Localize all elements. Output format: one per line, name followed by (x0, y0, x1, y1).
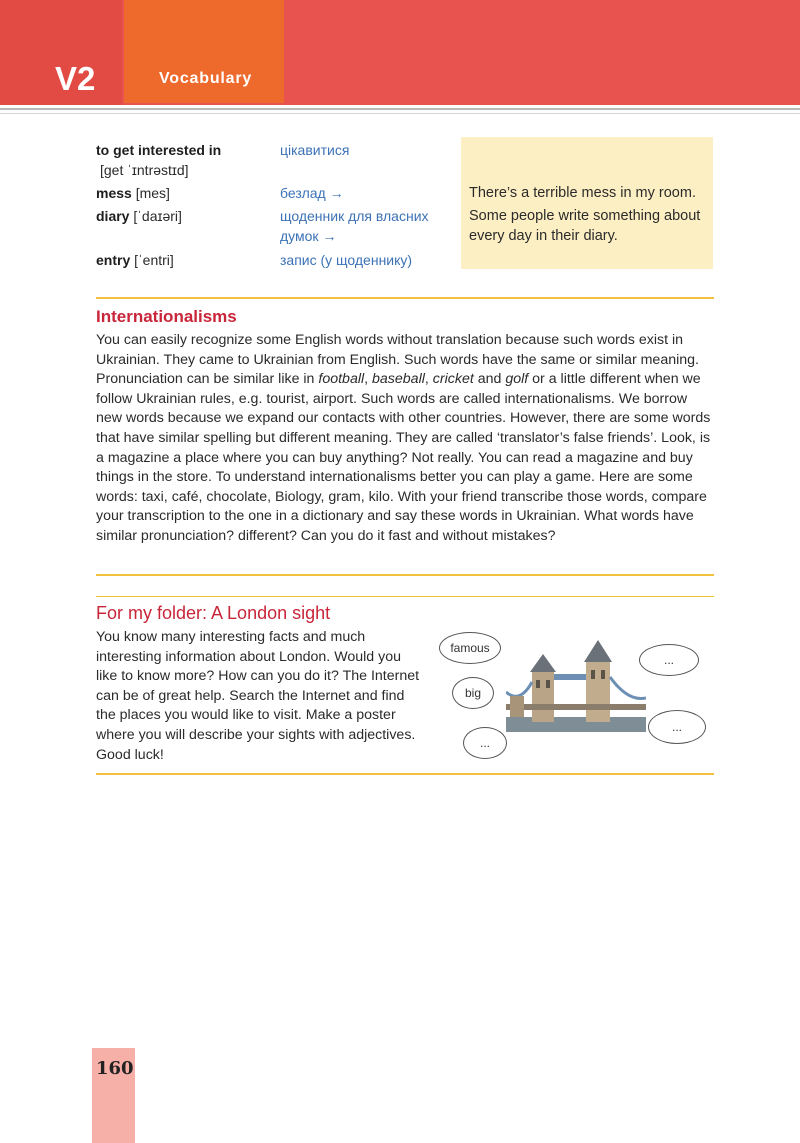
example-sentence: Some people write something about every day in their diary. (469, 208, 701, 244)
word-bubble: ... (639, 644, 699, 676)
page-number: 160 (96, 1058, 134, 1079)
section-label: Vocabulary (159, 70, 253, 87)
word-bubble: ... (648, 710, 706, 744)
transcription: [get ˈɪntrəstɪd] (100, 162, 189, 178)
word-bubble: big (452, 677, 494, 709)
paragraph-text: or a little different when we follow Ukrainian rules, e.g. tourist, airport. Such words are called internationalisms. We borrow new words because we expand our contacts with other countries. However, there are some words that have similar spelling but different meaning. They are called ‘translator’s false friends’. Look, is a magazine a place where you can buy anything? Not really. You can read a magazine and buy things in the store. To understand internationalisms better you can play a game. Here are some words: taxi, café, chocolate, Biology, gram, kilo. With your friend transcribe those words, compare your transcription to the one in a dictionary and say these words in Ukrainian. What words have similar pronunciation? different? Can you do it fast and without mistakes? (96, 371, 711, 544)
example-word: football (318, 371, 365, 388)
section-rule (96, 773, 714, 775)
vocab-term (96, 250, 174, 270)
transcription: [ˈdaɪəri] (133, 208, 182, 224)
example-box (461, 137, 713, 269)
word-bubble: famous (439, 632, 501, 664)
example-word: baseball (372, 371, 425, 388)
vocab-translation: запис (у щоденнику) (280, 252, 413, 268)
vocab-term (96, 140, 221, 160)
folder-text: You know many interesting facts and much interesting information about London. Would you like to know more? How can you do it? The Internet can be of great help. Search the Internet and find the places you would like to visit. Make a poster where you will describe your sights with adjectives. Good luck! (96, 629, 420, 763)
vocab-transcription (100, 160, 189, 180)
vocab-word: mess (96, 185, 132, 201)
section-rule (96, 297, 714, 299)
paragraph-text: and (473, 371, 506, 388)
section-title: For my folder: A London sight (96, 603, 331, 623)
section-rule (96, 574, 714, 576)
paragraph-text: , (364, 371, 373, 388)
paragraph-text: , (424, 371, 433, 388)
header-divider (0, 108, 800, 110)
vocab-word: to get interested in (96, 142, 222, 158)
vocab-term (96, 183, 170, 203)
tower-bridge-illustration (506, 632, 646, 732)
unit-code: V2 (55, 60, 96, 97)
vocab-translation: безлад → (280, 185, 344, 201)
section-rule (96, 596, 714, 597)
paragraph-text: You can easily recognize some English words without translation because such words exist in Ukrainian. They came to Ukrainian from English. Such words have the same or similar meaning. Pronunciation can be similar like in (96, 332, 699, 388)
example-word: golf (505, 371, 529, 388)
vocab-translation: цікавитися (280, 142, 350, 158)
header-divider-secondary (0, 113, 800, 114)
example-sentence: There’s a terrible mess in my room. (469, 185, 696, 201)
transcription: [ˈentri] (134, 252, 174, 268)
vocab-term (96, 206, 182, 226)
word-bubble: ... (463, 727, 507, 759)
internationalisms-text (96, 331, 716, 547)
vocab-word: entry (96, 252, 131, 268)
section-title: Internationalisms (96, 307, 237, 326)
example-word: cricket (432, 371, 474, 388)
vocab-word: diary (96, 208, 130, 224)
vocab-translation: щоденник для власних думок → (280, 208, 429, 244)
transcription: [mes] (135, 185, 170, 201)
